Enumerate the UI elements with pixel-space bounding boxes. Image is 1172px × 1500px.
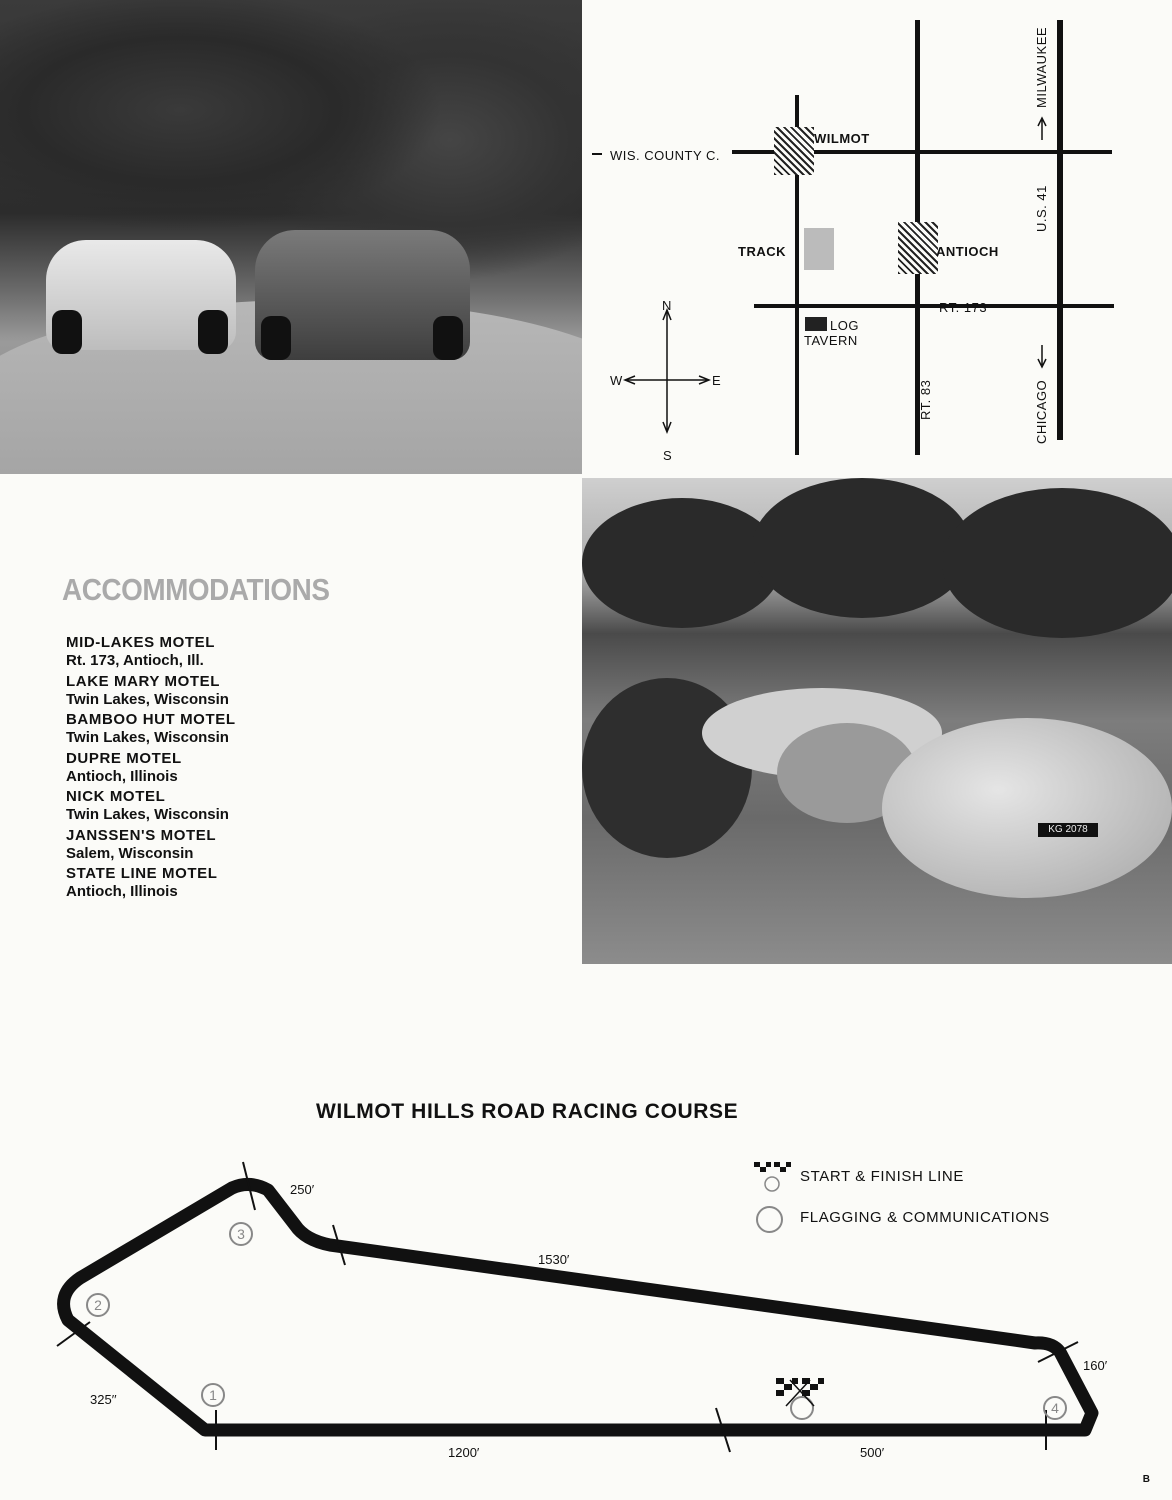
county-label: WIS. COUNTY C. xyxy=(610,148,721,163)
legend-ring-icon xyxy=(756,1206,783,1233)
dist-1530: 1530′ xyxy=(538,1252,570,1267)
dist-325: 325′′ xyxy=(90,1392,117,1407)
chicago-label: CHICAGO xyxy=(1034,379,1049,444)
legend-flags-icon xyxy=(752,1160,792,1192)
rt173-label: RT. 173 xyxy=(939,300,988,315)
page-mark: B xyxy=(1142,1474,1150,1485)
motel-name: MID-LAKES MOTEL xyxy=(66,634,215,651)
motel-name: LAKE MARY MOTEL xyxy=(66,672,220,690)
dist-500: 500′ xyxy=(860,1445,885,1460)
dist-250: 250′ xyxy=(290,1182,315,1197)
motel-location: Antioch, Illinois xyxy=(66,767,178,785)
tavern-label: TAVERN xyxy=(804,333,858,348)
milwaukee-label: MILWAUKEE xyxy=(1034,26,1049,108)
motel-location: Antioch, Illinois xyxy=(66,883,178,900)
motel-location: Twin Lakes, Wisconsin xyxy=(66,690,229,708)
wilmot-label: WILMOT xyxy=(814,131,870,146)
compass-n: N xyxy=(662,298,672,313)
motel-name: BAMBOO HUT MOTEL xyxy=(66,711,236,728)
corner-2: 2 xyxy=(86,1293,110,1317)
start-finish-flags xyxy=(774,1376,826,1408)
course-title: WILMOT HILLS ROAD RACING COURSE xyxy=(316,1100,739,1123)
motel-name: NICK MOTEL xyxy=(66,788,166,805)
accommodations-title: ACCOMMODATIONS xyxy=(62,572,330,607)
compass-s: S xyxy=(663,448,673,463)
us41-label: U.S. 41 xyxy=(1034,185,1049,232)
motel-location: Rt. 173, Antioch, Ill. xyxy=(66,652,204,669)
license-plate: KG 2078 xyxy=(1038,823,1098,837)
motel-name: JANSSEN'S MOTEL xyxy=(66,826,217,844)
corner-4: 4 xyxy=(1043,1396,1067,1420)
legend-flagging: FLAGGING & COMMUNICATIONS xyxy=(800,1209,1050,1226)
track-label: TRACK xyxy=(738,244,786,259)
legend-start-finish: START & FINISH LINE xyxy=(800,1168,964,1185)
corner-3: 3 xyxy=(229,1222,253,1246)
motel-name: DUPRE MOTEL xyxy=(66,749,182,767)
log-label: LOG xyxy=(830,318,859,333)
antioch-label: ANTIOCH xyxy=(936,244,999,259)
dist-1200: 1200′ xyxy=(448,1445,480,1460)
rt83-label: RT. 83 xyxy=(918,379,933,420)
dist-160: 160′ xyxy=(1083,1358,1108,1373)
motel-name: STATE LINE MOTEL xyxy=(66,865,218,882)
compass-e: E xyxy=(712,373,722,388)
motel-location: Twin Lakes, Wisconsin xyxy=(66,729,229,746)
motel-location: Salem, Wisconsin xyxy=(66,844,194,862)
compass-w: W xyxy=(610,373,623,388)
motel-location: Twin Lakes, Wisconsin xyxy=(66,806,229,823)
corner-1: 1 xyxy=(201,1383,225,1407)
